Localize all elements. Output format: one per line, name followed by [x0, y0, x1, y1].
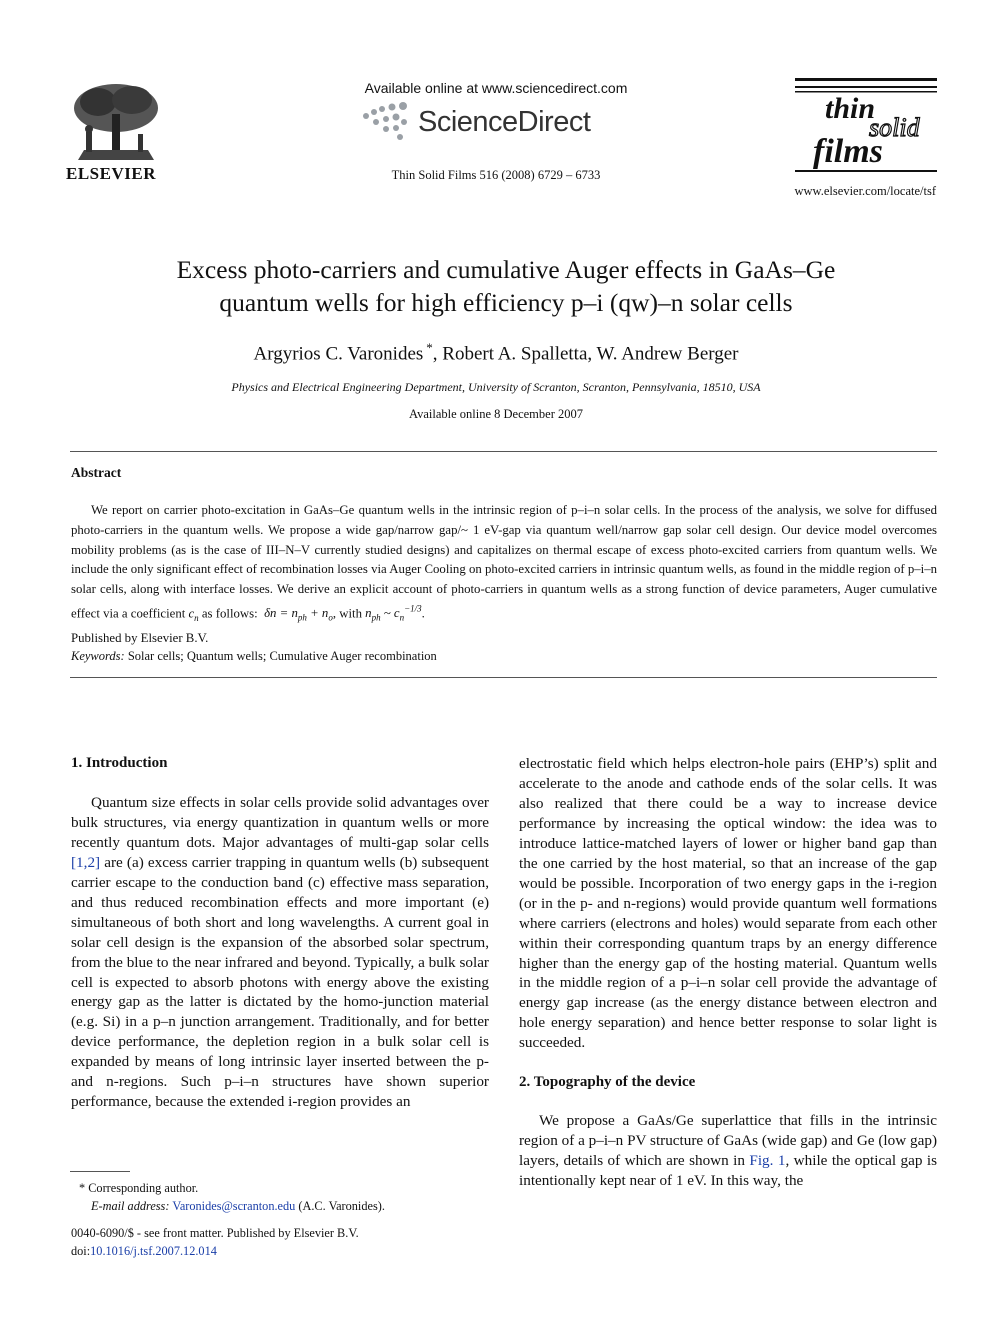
citation-link[interactable]: [1,2]	[71, 853, 101, 871]
corresponding-mark[interactable]: *	[426, 340, 433, 355]
title-line-2: quantum wells for high efficiency p–i (qw)–n solar cells	[219, 288, 793, 317]
topography-paragraph: We propose a GaAs/Ge superlattice that fills in the intrinsic region of a p–i–n PV structure of GaAs (wide gap) and Ge (low gap) layers, details of which are shown in Fig. 1, while the optical gap is intentionally kept near of 1 eV. In this way, the	[519, 1112, 938, 1190]
figure-link[interactable]: Fig. 1	[749, 1152, 786, 1170]
article-title	[80, 253, 932, 319]
footnote: * Corresponding author. E-mail address: Varonides@scranton.edu (A.C. Varonides).	[79, 1181, 385, 1213]
other-authors: , Robert A. Spalletta, W. Andrew Berger	[432, 343, 739, 365]
abstract-body: We report on carrier photo-excitation in GaAs–Ge quantum wells in the intrinsic region of p–i–n solar cells. In the process of the analysis, we solve for diffused photo-carriers in the quantum wells. We propose a wide gap/narrow gap/~ 1 eV-gap via quantum well/narrow gap solar cell design. Our device model overcomes mobility problems (as is the case of III–N–V currently studied designs) and capitalizes on thermal escape of excess photo-excited carriers from quantum wells. We include the only significant effect of recombination losses via Auger Cooling on photo-excited carriers in intrinsic quantum wells, as found in the middle region of p–i–n solar cells, along with interface losses. We derive an explicit account of photo-carriers in quantum wells as a strong function of device parameters, Auger cumulative effect via a coefficient $c_n$ as follows: $\delta n = n_{ph} + n_o$, with $n_{ph}$ ~ $c_n^{-1/3}$. Published by Elsevier B.V.	[71, 501, 937, 648]
front-matter	[71, 1224, 359, 1260]
publisher-name: ELSEVIER	[66, 164, 156, 183]
sciencedirect-wordmark: ScienceDirect	[418, 106, 591, 138]
right-column	[519, 754, 937, 1191]
author-1: Argyrios C. Varonides	[253, 343, 424, 365]
journal-reference: Thin Solid Films 516 (2008) 6729 – 6733	[391, 168, 601, 182]
footnote-divider	[70, 1171, 130, 1172]
thin-solid-films-logo-icon	[795, 78, 937, 174]
available-date: Available online 8 December 2007	[408, 407, 583, 421]
svg-text:thin: thin	[825, 92, 876, 125]
published-by: Published by Elsevier B.V.	[71, 630, 209, 645]
intro-paragraph-continued: electrostatic field which helps electron-hole pairs (EHP’s) split and accelerate to the anode and cathode ends of the solar cells. It was also realized that there could be a way to increase device performance by increasing the optical window: the idea was to introduce lattice-matched layers of lower or higher band gap than the one carried by the host material, so that an increase of the gap would be possible. Incorporation of two energy gaps in the i-region (or in the p- and n-regions) would provide quantum well formations where carriers (electrons and holes) would separate from each other within their corresponding quantum traps by an energy difference higher than the energy gap of the hosting material. Quantum wells in the middle region of a p–i–n solar cell provide the advantage of energy gap increase (as the energy distance between electron and hole energy separation) and hence better response to solar light is succeeded.	[519, 755, 937, 1052]
author-email-link[interactable]: Varonides@scranton.edu	[172, 1199, 296, 1213]
sciencedirect-dots-icon	[360, 102, 416, 142]
doi-line: doi:10.1016/j.tsf.2007.12.014	[71, 1244, 217, 1258]
affiliation: Physics and Electrical Engineering Department, University of Scranton, Scranton, Pennsylvania, 18510, USA	[231, 380, 761, 394]
author-list	[0, 340, 992, 365]
divider-top	[70, 451, 937, 452]
svg-text:films: films	[813, 133, 883, 170]
sciencedirect-logo[interactable]	[360, 100, 620, 146]
section-heading-introduction: 1. Introduction	[71, 755, 168, 771]
svg-text:solid: solid	[869, 113, 920, 142]
intro-paragraph: Quantum size effects in solar cells provide solid advantages over bulk structures, via energy quantization in quantum wells or more recently quantum dots. Major advantages of multi-gap solar cells [1,2] are (a) excess carrier trapping in quantum wells (b) subsequent carrier escape to the conduction band (c) effective mass separation, and thus reduced recombination effects and more important (e) simultaneous of both short and long wavelengths. A current goal in solar cell design is the expansion of the absorbed solar spectrum, from the blue to the near infrared and beyond. Typically, a bulk solar cell is expected to absorb photons with energy above the existing energy gap as the latter is dictated by the homo-junction material (e.g. Si) in a p–n junction arrangement. Traditionally, and for better device performance, the depletion region in a bulk solar cell is expanded by means of long intrinsic layer inserted between the p- and n-regions. Such p–i–n structures have shown superior performance, because the extended i-region provides an	[71, 793, 489, 1111]
section-heading-topography: 2. Topography of the device	[519, 1074, 696, 1091]
abstract-heading: Abstract	[71, 465, 122, 480]
divider-bottom	[70, 677, 937, 678]
title-line-1: Excess photo-carriers and cumulative Auger effects in GaAs–Ge	[176, 255, 836, 284]
available-online-line: Available online at www.sciencedirect.com	[364, 80, 628, 96]
journal-url[interactable]: www.elsevier.com/locate/tsf	[794, 184, 936, 198]
doi-link[interactable]: 10.1016/j.tsf.2007.12.014	[90, 1244, 217, 1258]
keywords: Keywords: Solar cells; Quantum wells; Cumulative Auger recombination	[71, 649, 437, 663]
issn-line: 0040-6090/$ - see front matter. Published by Elsevier B.V.	[71, 1226, 359, 1240]
left-column	[71, 754, 489, 1112]
